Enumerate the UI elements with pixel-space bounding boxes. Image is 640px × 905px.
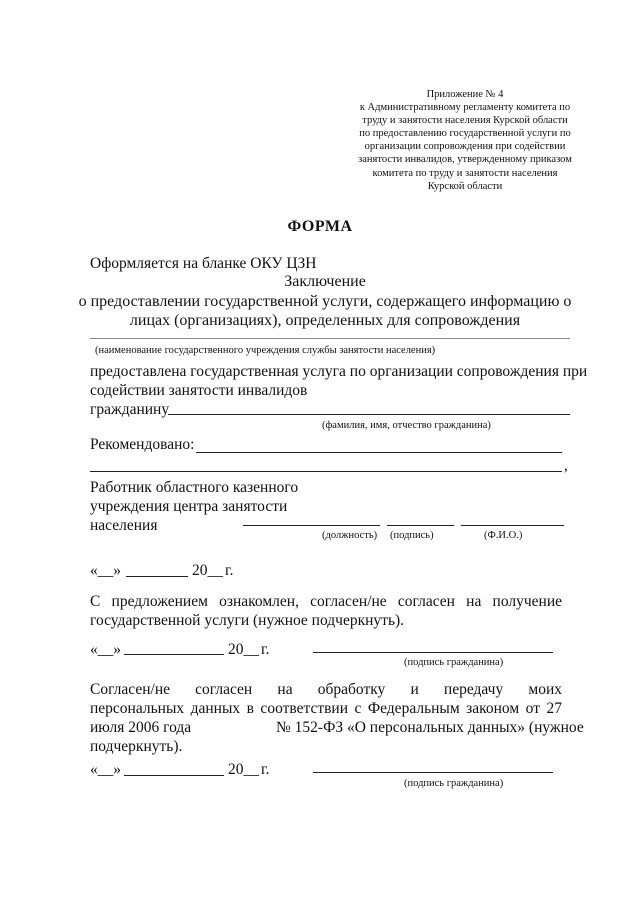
conclusion-line: о предоставлении государственной услуги, содержащего информацию о	[78, 292, 572, 310]
appendix-line: по предоставлению государственной услуги по	[359, 128, 571, 140]
service-text-line: содействии занятости инвалидов	[90, 382, 308, 399]
worker-label-line: Работник областного казенного	[90, 479, 299, 496]
consent-text-line: подчеркнуть).	[90, 738, 183, 755]
worker-label-line: учреждения центра занятости	[90, 498, 288, 515]
position-caption: (должность)	[322, 530, 378, 541]
conclusion-title: Заключение	[284, 273, 366, 290]
blank-note: Оформляется на бланке ОКУ ЦЗН	[90, 255, 317, 272]
consent-text-line: июля 2006 года	[90, 719, 192, 736]
consent-text-line: Согласен/не согласен на обработку и передачу моих	[90, 681, 562, 698]
recommended-end-comma: ,	[564, 457, 568, 474]
appendix-line: занятости инвалидов, утвержденному приказом	[358, 154, 572, 166]
date-year: 20__	[192, 562, 223, 579]
date-year: 20__	[228, 641, 259, 658]
appendix-header	[330, 88, 600, 193]
appendix-line: Курской области	[427, 180, 503, 192]
citizen-label: гражданину	[90, 401, 170, 418]
institution-line[interactable]	[90, 338, 570, 339]
worker-label-line: населения	[90, 517, 158, 534]
date-year-suffix: г.	[225, 562, 234, 579]
date-year-suffix: г.	[261, 641, 270, 658]
date-year-suffix: г.	[261, 761, 270, 778]
offer-text-line: С предложением ознакомлен, согласен/не согласен на получение	[90, 593, 562, 610]
signature-caption: (подпись)	[390, 530, 434, 541]
position-line[interactable]	[243, 525, 380, 526]
date-day: «__»	[90, 562, 121, 579]
citizen-signature-caption: (подпись гражданина)	[404, 657, 504, 668]
appendix-line: организации сопровождения при содействии	[364, 141, 566, 153]
consent-text-line: персональных данных в соответствии с Федеральным законом от 27	[90, 700, 562, 717]
date-month-line[interactable]	[124, 775, 224, 776]
date-year: 20__	[228, 761, 259, 778]
date-day: «__»	[90, 641, 121, 658]
full-name-line[interactable]	[461, 525, 564, 526]
recommended-line[interactable]	[196, 452, 562, 453]
offer-text-line: государственной услуги (нужное подчеркнуть).	[90, 612, 405, 629]
conclusion-heading	[70, 272, 580, 331]
appendix-line: к Административному регламенту комитета по	[359, 102, 571, 114]
service-text-line: предоставлена государственная услуга по организации сопровождения при	[90, 363, 588, 380]
recommended-line-2[interactable]	[90, 471, 562, 472]
appendix-line: труду и занятости населения Курской области	[362, 115, 568, 127]
date-month-line[interactable]	[124, 654, 224, 655]
appendix-line: Приложение № 4	[426, 89, 504, 100]
full-name-caption: (Ф.И.О.)	[484, 530, 523, 541]
recommended-label: Рекомендовано:	[90, 436, 195, 453]
citizen-signature-line[interactable]	[313, 652, 553, 653]
conclusion-line: лицах (организациях), определенных для сопровождения	[129, 312, 521, 329]
date-day: «__»	[90, 761, 121, 778]
appendix-line: комитета по труду и занятости населения	[372, 167, 558, 179]
date-month-line[interactable]	[126, 576, 188, 577]
consent-text-line: № 152-ФЗ «О персональных данных» (нужное	[276, 719, 584, 736]
citizen-signature-line[interactable]	[313, 772, 553, 773]
citizen-name-line[interactable]	[168, 414, 570, 415]
citizen-caption: (фамилия, имя, отчество гражданина)	[322, 420, 491, 431]
form-title: ФОРМА	[287, 218, 353, 235]
signature-line[interactable]	[387, 525, 454, 526]
citizen-signature-caption: (подпись гражданина)	[404, 778, 504, 789]
institution-caption: (наименование государственного учреждения службы занятости населения)	[95, 345, 436, 356]
